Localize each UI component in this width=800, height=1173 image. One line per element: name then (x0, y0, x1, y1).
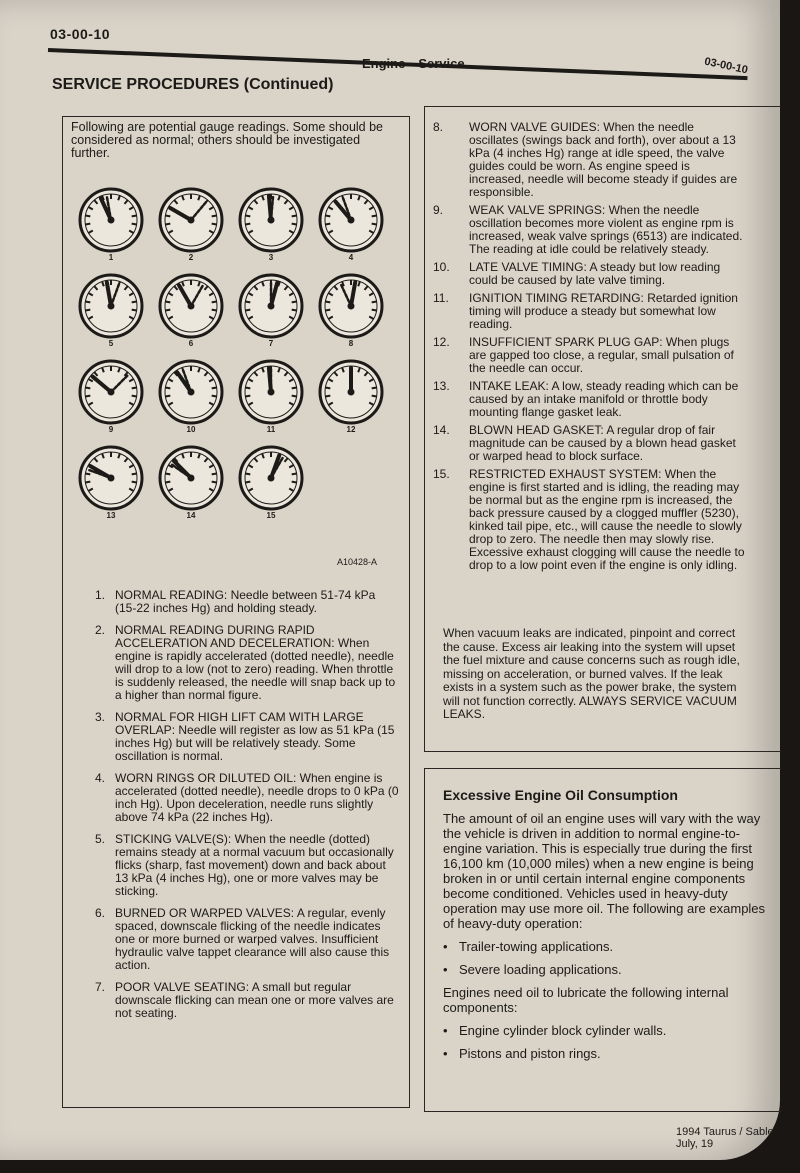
vacuum-gauge-2 (155, 187, 227, 262)
oil-paragraph-1: The amount of oil an engine uses will vary with the way the vehicle is driven in addition to normal engine-to-engine variation. This is especially true during the first 16,100 km (10,000 miles) when a new engine is being broken in or until certain internal engine components become conditioned. Vehicles used in heavy-duty operation may use more oil. The following are examples of heavy-duty operation: (443, 811, 766, 931)
gauge-row (75, 445, 395, 520)
gauge-number: 8 (348, 339, 354, 348)
bullet-item: • Engine cylinder block cylinder walls. (443, 1023, 667, 1038)
intro-text: Following are potential gauge readings. Some should be considered as normal; others should be investigated further. (71, 120, 384, 160)
bullet-item: • Trailer-towing applications. (443, 939, 614, 954)
gauge-number: 7 (268, 339, 274, 348)
gauge-number: 11 (266, 425, 276, 434)
list-item: 14. BLOWN HEAD GASKET: A regular drop of fair magnitude can be caused by a blown head gasket or warped head to block surface. (433, 423, 736, 463)
vacuum-leaks-paragraph: When vacuum leaks are indicated, pinpoint and correct the cause. Excess air leaking into the system will upset the fuel mixture and cause concerns such as rough idle, missing on acceleration, or burned valves. If the leak exists in a system such as the power brake, the system will not function correctly. ALWAYS SERVICE VACUUM LEAKS. (443, 626, 740, 721)
list-item: 1. NORMAL READING: Needle between 51-74 kPa (15-22 inches Hg) and holding steady. (94, 588, 376, 615)
list-item: 2. NORMAL READING DURING RAPID ACCELERATION AND DECELERATION: When engine is rapidly accelerated (dotted needle), needle will drop to a low (not to zero) reading. When throttle is suddenly released, the needle will snap back up to a higher than normal figure. (94, 623, 396, 702)
bullet-item: • Severe loading applications. (443, 962, 622, 977)
vacuum-gauge-12 (315, 359, 387, 434)
gauge-number: 5 (108, 339, 114, 348)
gauge-number: 9 (108, 425, 114, 434)
figure-id: A10428-A (337, 557, 378, 567)
list-item: 6. BURNED OR WARPED VALVES: A regular, evenly spaced, downscale flicking of the needle indicates one or more burned or warped valves. Insufficient hydraulic valve tappet clearance will also cause this action. (94, 906, 390, 972)
gauge-readings-list (69, 589, 399, 1029)
vacuum-gauge-3 (235, 187, 307, 262)
section-title: SERVICE PROCEDURES (Continued) (52, 76, 334, 93)
vacuum-gauge-15 (235, 445, 307, 520)
vacuum-gauge-5 (75, 273, 147, 348)
list-item: 13. INTAKE LEAK: A low, steady reading which can be caused by an intake manifold or throttle body mounting flange gasket leak. (433, 379, 739, 419)
vacuum-gauge-10 (155, 359, 227, 434)
vacuum-gauge-14 (155, 445, 227, 520)
footer-text: 1994 Taurus / Sable July, 19 (676, 1126, 774, 1150)
list-item: 8. WORN VALVE GUIDES: When the needle oscillates (swings back and forth), over about a 13 kPa (4 inches Hg) range at idle speed, the valve guides could be worn. As engine speed is increased, needle will become steady if guides are responsible. (433, 120, 738, 199)
oil-consumption-body (443, 811, 773, 1069)
gauge-number: 3 (268, 253, 274, 262)
gauge-number: 10 (186, 425, 196, 434)
gauge-readings-box (62, 116, 410, 1108)
list-item: 10. LATE VALVE TIMING: A steady but low reading could be caused by late valve timing. (433, 260, 721, 287)
vacuum-gauge-figure (75, 187, 395, 531)
gauge-number: 13 (106, 511, 116, 520)
vacuum-gauge-6 (155, 273, 227, 348)
oil-consumption-title: Excessive Engine Oil Consumption (443, 787, 678, 803)
list-item: 3. NORMAL FOR HIGH LIFT CAM WITH LARGE OVERLAP: Needle will register as low as 51 kPa (15 inches Hg) but will be relatively steady. Some oscillation is normal. (94, 710, 395, 763)
gauge-row (75, 273, 395, 348)
vacuum-gauge-8 (315, 273, 387, 348)
header-title: Engine—Service (362, 56, 465, 71)
vacuum-gauge-9 (75, 359, 147, 434)
gauge-number: 2 (188, 253, 194, 262)
corner-page-number: 03-00-10 (703, 55, 749, 77)
gauge-number: 4 (348, 253, 354, 262)
gauge-readings-list-continued (433, 121, 745, 577)
list-item: 7. POOR VALVE SEATING: A small but regular downscale flicking can mean one or more valves are not seating. (94, 980, 394, 1020)
bullet-item: • Pistons and piston rings. (443, 1046, 601, 1061)
gauge-number: 6 (188, 339, 194, 348)
gauge-readings-continued-box (424, 106, 781, 752)
gauge-number: 1 (108, 253, 114, 262)
gauge-number: 12 (346, 425, 356, 434)
list-item: 11. IGNITION TIMING RETARDING: Retarded ignition timing will produce a steady but somewhat low reading. (433, 291, 738, 331)
list-item: 15. RESTRICTED EXHAUST SYSTEM: When the engine is first started and is idling, the reading may be normal but as the engine rpm is increased, the back pressure caused by a clogged muffler (5230), kinked tail pipe, etc., will cause the needle to slowly drop to zero. The needle then may slowly rise. Excessive exhaust clogging will cause the needle to drop to a low point even if the engine is only idling. (433, 467, 745, 572)
vacuum-gauge-7 (235, 273, 307, 348)
vacuum-gauge-4 (315, 187, 387, 262)
vacuum-gauge-13 (75, 445, 147, 520)
gauge-row (75, 187, 395, 262)
list-item: 9. WEAK VALVE SPRINGS: When the needle oscillation becomes more violent as engine rpm is increased, weak valve springs (6513) are indicated. The reading at idle could be relatively steady. (433, 203, 743, 256)
list-item: 5. STICKING VALVE(S): When the needle (dotted) remains steady at a normal vacuum but occasionally flicks (sharp, fast movement) down and back about 13 kPa (4 inches Hg), one or more valves may be sticking. (94, 832, 394, 898)
oil-paragraph-2: Engines need oil to lubricate the following internal components: (443, 985, 729, 1015)
page-number: 03-00-10 (50, 26, 111, 42)
gauge-row (75, 359, 395, 434)
gauge-number: 15 (266, 511, 276, 520)
vacuum-gauge-1 (75, 187, 147, 262)
oil-consumption-box (424, 768, 781, 1112)
list-item: 12. INSUFFICIENT SPARK PLUG GAP: When plugs are gapped too close, a regular, small pulsation of the needle can occur. (433, 335, 734, 375)
gauge-number: 14 (186, 511, 196, 520)
list-item: 4. WORN RINGS OR DILUTED OIL: When engine is accelerated (dotted needle), needle drops to 0 kPa (0 inch Hg). Upon deceleration, needle runs slightly above 74 kPa (22 inches Hg). (94, 771, 399, 824)
vacuum-gauge-11 (235, 359, 307, 434)
